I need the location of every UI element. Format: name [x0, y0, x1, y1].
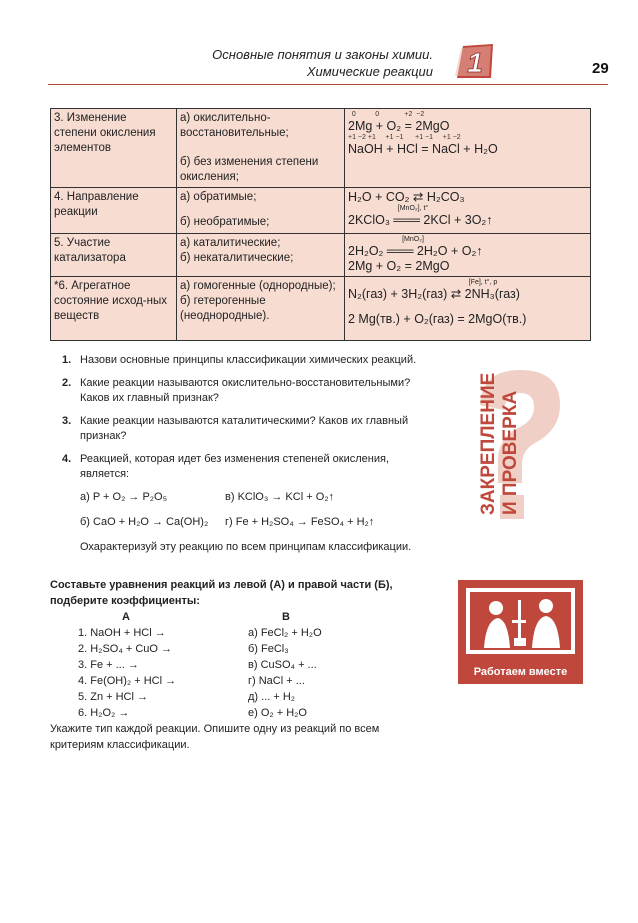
reaction-option: а) P + O₂ → P₂O₅ [80, 491, 168, 503]
criterion-cell: 5. Участие катализатора [51, 234, 177, 277]
types-cell: а) гомогенные (однородные); б) гетерогенные (неоднородные). [177, 277, 345, 341]
question-item: 2. Какие реакции называются окислительно-восстановительными? Каков их главный признак? [62, 377, 411, 404]
criterion-cell: 3. Изменение степени окисления элементов [51, 109, 177, 188]
left-part: 1. NaOH + HCl → [78, 627, 166, 639]
exercise-row [50, 657, 425, 673]
scientists-icon [458, 580, 583, 660]
example-cell: [MnO₂] 2H₂O₂ ═══ 2H₂O + O₂↑ 2Mg + O₂ = 2MgO [345, 234, 591, 277]
reaction-note: Охарактеризуй эту реакцию по всем принципам классификации. [80, 541, 412, 553]
reaction-options [80, 490, 432, 555]
running-header [212, 46, 433, 80]
exercise-row [50, 689, 425, 705]
header-title-line1: Основные понятия и законы химии. [212, 47, 433, 62]
reaction-option: в) KClO₃ → KCl + O₂↑ [225, 491, 335, 503]
left-part: 6. H₂O₂ → [78, 707, 130, 719]
exercise-row [50, 673, 425, 689]
table-row [51, 234, 591, 277]
example-cell: H₂O + CO₂ ⇄ H₂CO₃ [MnO₂], t° 2KClO₃ ═══ 2KCl + 3O₂↑ [345, 188, 591, 234]
right-part: в) CuSO₄ + ... [248, 659, 317, 671]
header-rule [48, 84, 608, 85]
types-cell: а) окислительно-восстановительные; б) без изменения степени окисления; [177, 109, 345, 188]
table-row [51, 109, 591, 188]
exercise-title: Составьте уравнения реакций из левой (А) и правой части (Б), подберите коэффициенты: [50, 579, 393, 607]
svg-text:1: 1 [467, 47, 483, 78]
work-together-label: Работаем вместе [473, 666, 568, 678]
criterion-cell: *6. Агрегатное состояние исход-ных веществ [51, 277, 177, 341]
right-part: а) FeCl₂ + H₂O [248, 627, 322, 639]
review-questions [62, 353, 432, 563]
left-part: 2. H₂SO₄ + CuO → [78, 643, 173, 655]
exercise-row [50, 625, 425, 641]
question-item: 3. Какие реакции называются каталитическими? Каков их главный признак? [62, 415, 409, 442]
right-part: г) NaCl + ... [248, 675, 305, 687]
classification-table [50, 108, 591, 341]
right-part: е) O₂ + H₂O [248, 707, 307, 719]
reaction-option: г) Fe + H₂SO₄ → FeSO₄ + H₂↑ [225, 516, 375, 528]
work-together-illustration [458, 580, 583, 684]
reaction-option: б) CaO + H₂O → Ca(OH)₂ [80, 516, 209, 528]
left-part: 5. Zn + HCl → [78, 691, 148, 703]
types-cell: а) обратимые; б) необратимые; [177, 188, 345, 234]
chapter-badge [455, 44, 495, 80]
exercise-row [50, 705, 425, 721]
table-row [51, 277, 591, 341]
question-mark-icon [460, 365, 580, 555]
page-number: 29 [592, 60, 609, 77]
exercise-footer: Укажите тип каждой реакции. Опишите одну из реакций по всем критериям классификации. [50, 723, 380, 751]
left-part: 3. Fe + ... → [78, 659, 139, 671]
left-part: 4. Fe(OH)₂ + HCl → [78, 675, 177, 687]
example-cell: [Fe], t°, p N₂(газ) + 3H₂(газ) ⇄ 2NH₃(газ) 2 Mg(тв.) + O₂(газ) = 2MgO(тв.) [345, 277, 591, 341]
right-part: б) FeCl₃ [248, 643, 289, 655]
right-part: д) ... + H₂ [248, 691, 296, 703]
header-title-line2: Химические реакции [306, 64, 433, 79]
table-row [51, 188, 591, 234]
criterion-cell: 4. Направление реакции [51, 188, 177, 234]
types-cell: а) каталитические; б) некаталитические; [177, 234, 345, 277]
svg-text:ЗАКРЕПЛЕНИЕ: ЗАКРЕПЛЕНИЕ [478, 372, 499, 515]
svg-text:И ПРОВЕРКА: И ПРОВЕРКА [500, 390, 521, 515]
column-headers: А В [122, 611, 290, 623]
question-item: 1. Назови основные принципы классификации химических реакций. [62, 354, 417, 366]
example-cell: 0 0 +2 −2 2Mg + O₂ = 2MgO +1 −2 +1 +1 −1 +1 −1 +1 −2 NaOH + HCl = NaCl + H₂O [345, 109, 591, 188]
exercise [50, 577, 425, 753]
question-item: 4. Реакцией, которая идет без изменения степеней окисления, является: а) P + O₂ → P₂O₅ в) KClO₃ → KCl + O₂↑ б) CaO + H₂O → Ca(OH)₂ г) Fe + H₂SO₄ → FeSO₄ + H₂↑ Охарактеризуй эту реакцию по всем принципам классификации. [62, 452, 432, 555]
exercise-row [50, 641, 425, 657]
